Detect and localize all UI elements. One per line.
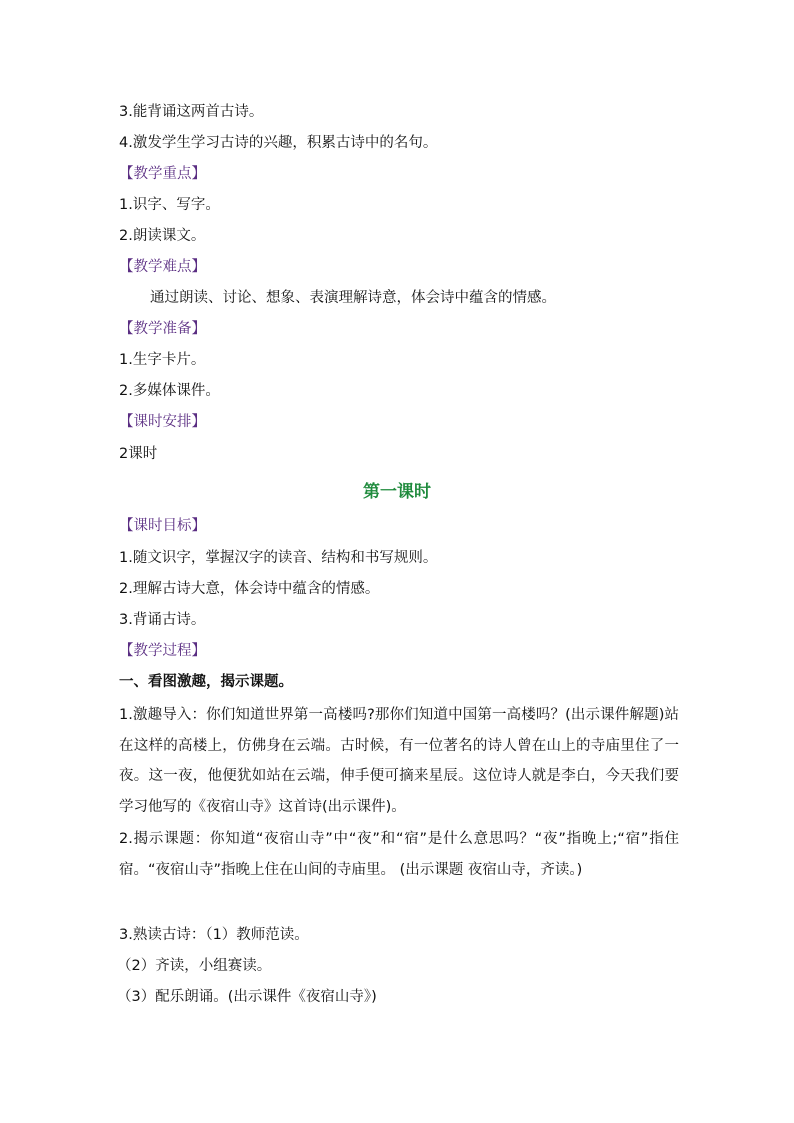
goal-1: 1.随文识字，掌握汉字的读音、结构和书写规则。: [119, 550, 438, 566]
reading-step: 3.熟读古诗：（1）教师范读。: [119, 927, 309, 943]
schedule-text: 2课时: [119, 446, 158, 462]
reading-substep-3: （3）配乐朗诵。(出示课件《夜宿山寺》): [117, 989, 377, 1005]
section-heading-focus: 【教学重点】: [119, 166, 206, 182]
preparation-1: 1.生字卡片。: [119, 352, 206, 368]
section-heading-goals: 【课时目标】: [119, 518, 206, 534]
section-heading-preparation: 【教学准备】: [119, 321, 206, 337]
goal-3: 3.背诵古诗。: [119, 612, 206, 628]
section-heading-process: 【教学过程】: [119, 643, 206, 659]
focus-1: 1.识字、写字。: [119, 197, 220, 213]
reading-substep-2: （2）齐读，小组赛读。: [117, 958, 272, 974]
paragraph-intro: 1.激趣导入：你们知道世界第一高楼吗?那你们知道中国第一高楼吗？(出示课件解题)站在这样的高楼上，仿佛身在云端。古时候，有一位著名的诗人曾在山上的寺庙里住了一夜。这一夜，他便犹如站在云端，伸手便可摘来星辰。这位诗人就是李白，今天我们要学习他写的《夜宿山寺》这首诗(出示课件)。: [119, 707, 679, 815]
preparation-2: 2.多媒体课件。: [119, 383, 220, 399]
objective-4: 4.激发学生学习古诗的兴趣，积累古诗中的名句。: [119, 135, 438, 151]
difficulty-text: 通过朗读、讨论、想象、表演理解诗意，体会诗中蕴含的情感。: [150, 290, 556, 306]
goal-2: 2.理解古诗大意，体会诗中蕴含的情感。: [119, 581, 380, 597]
paragraph-topic: 2.揭示课题：你知道“夜宿山寺”中“夜”和“宿”是什么意思吗？“夜”指晚上;“宿”指住宿。“夜宿山寺”指晚上住在山间的寺庙里。 (出示课题 夜宿山寺，齐读。): [119, 831, 679, 878]
objective-3: 3.能背诵这两首古诗。: [119, 104, 264, 120]
section-heading-schedule: 【课时安排】: [119, 414, 206, 430]
section-heading-difficulty: 【教学难点】: [119, 259, 206, 275]
focus-2: 2.朗读课文。: [119, 228, 206, 244]
lesson-title: 第一课时: [363, 482, 431, 502]
step-heading-1: 一、看图激趣，揭示课题。: [119, 674, 293, 690]
